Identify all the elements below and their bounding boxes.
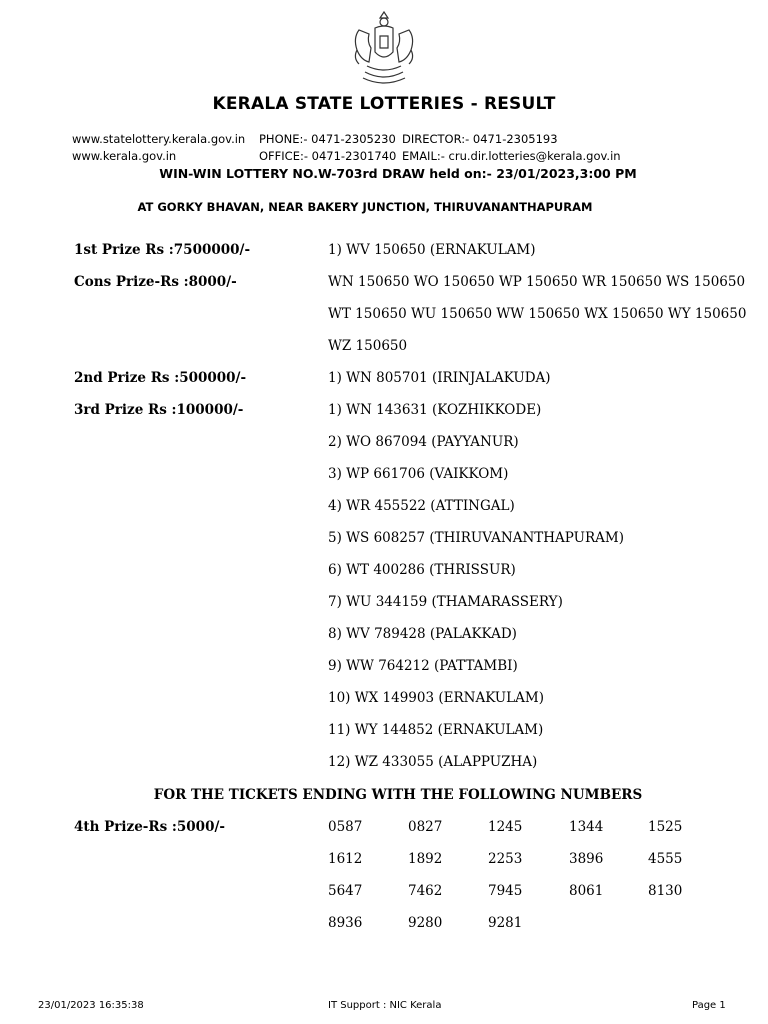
kerala-emblem — [347, 8, 421, 90]
third-prize-winner: 11) WY 144852 (ERNAKULAM) — [328, 722, 544, 738]
cons-prize-line: WZ 150650 — [328, 338, 408, 354]
third-prize-winner: 12) WZ 433055 (ALAPPUZHA) — [328, 754, 538, 770]
cons-prize-line: WT 150650 WU 150650 WW 150650 WX 150650 WY 150650 — [328, 306, 747, 322]
ticket-ending-number: 0827 — [408, 819, 443, 835]
third-prize-winner: 7) WU 344159 (THAMARASSERY) — [328, 594, 563, 610]
ticket-ending-number: 1525 — [648, 819, 683, 835]
phone-number: PHONE:- 0471-2305230 — [259, 132, 396, 146]
ticket-ending-number: 1344 — [569, 819, 604, 835]
director-number: DIRECTOR:- 0471-2305193 — [402, 132, 558, 146]
footer-timestamp: 23/01/2023 16:35:38 — [38, 1000, 144, 1011]
third-prize-winner: 5) WS 608257 (THIRUVANANTHAPURAM) — [328, 530, 625, 546]
first-prize-label: 1st Prize Rs :7500000/- — [74, 242, 251, 258]
ticket-ending-number: 7462 — [408, 883, 443, 899]
third-prize-winner: 1) WN 143631 (KOZHIKKODE) — [328, 402, 542, 418]
ticket-ending-number: 1612 — [328, 851, 363, 867]
cons-prize-label: Cons Prize-Rs :8000/- — [74, 274, 237, 290]
cons-prize-line: WN 150650 WO 150650 WP 150650 WR 150650 WS 150650 — [328, 274, 746, 290]
draw-details: WIN-WIN LOTTERY NO.W-703rd DRAW held on:- 23/01/2023,3:00 PM — [159, 166, 637, 181]
ticket-ending-number: 9281 — [488, 915, 523, 931]
second-prize-label: 2nd Prize Rs :500000/- — [74, 370, 247, 386]
page-title: KERALA STATE LOTTERIES - RESULT — [212, 94, 556, 114]
ticket-ending-number: 1892 — [408, 851, 443, 867]
draw-venue: AT GORKY BHAVAN, NEAR BAKERY JUNCTION, THIRUVANANTHAPURAM — [137, 200, 593, 214]
first-prize-winner: 1) WV 150650 (ERNAKULAM) — [328, 242, 536, 258]
website-link-kerala[interactable]: www.kerala.gov.in — [72, 149, 177, 163]
third-prize-winner: 6) WT 400286 (THRISSUR) — [328, 562, 516, 578]
fourth-prize-label: 4th Prize-Rs :5000/- — [74, 819, 226, 835]
ending-numbers-heading: FOR THE TICKETS ENDING WITH THE FOLLOWING NUMBERS — [153, 787, 643, 803]
email-address[interactable]: EMAIL:- cru.dir.lotteries@kerala.gov.in — [402, 149, 621, 163]
ticket-ending-number: 7945 — [488, 883, 523, 899]
third-prize-label: 3rd Prize Rs :100000/- — [74, 402, 244, 418]
third-prize-winner: 2) WO 867094 (PAYYANUR) — [328, 434, 519, 450]
ticket-ending-number: 8130 — [648, 883, 683, 899]
ticket-ending-number: 3896 — [569, 851, 604, 867]
ticket-ending-number: 2253 — [488, 851, 523, 867]
ticket-ending-number: 0587 — [328, 819, 363, 835]
website-link-statelottery[interactable]: www.statelottery.kerala.gov.in — [72, 132, 246, 146]
ticket-ending-number: 8061 — [569, 883, 604, 899]
third-prize-winner: 10) WX 149903 (ERNAKULAM) — [328, 690, 544, 706]
second-prize-winner: 1) WN 805701 (IRINJALAKUDA) — [328, 370, 551, 386]
ticket-ending-number: 9280 — [408, 915, 443, 931]
ticket-ending-number: 1245 — [488, 819, 523, 835]
footer-support: IT Support : NIC Kerala — [328, 1000, 442, 1011]
third-prize-winner: 4) WR 455522 (ATTINGAL) — [328, 498, 515, 514]
third-prize-winner: 8) WV 789428 (PALAKKAD) — [328, 626, 517, 642]
third-prize-winner: 3) WP 661706 (VAIKKOM) — [328, 466, 509, 482]
ticket-ending-number: 5647 — [328, 883, 363, 899]
third-prize-winner: 9) WW 764212 (PATTAMBI) — [328, 658, 518, 674]
ticket-ending-number: 4555 — [648, 851, 683, 867]
ticket-ending-number: 8936 — [328, 915, 363, 931]
office-number: OFFICE:- 0471-2301740 — [259, 149, 397, 163]
footer-page-number: Page 1 — [692, 1000, 726, 1011]
